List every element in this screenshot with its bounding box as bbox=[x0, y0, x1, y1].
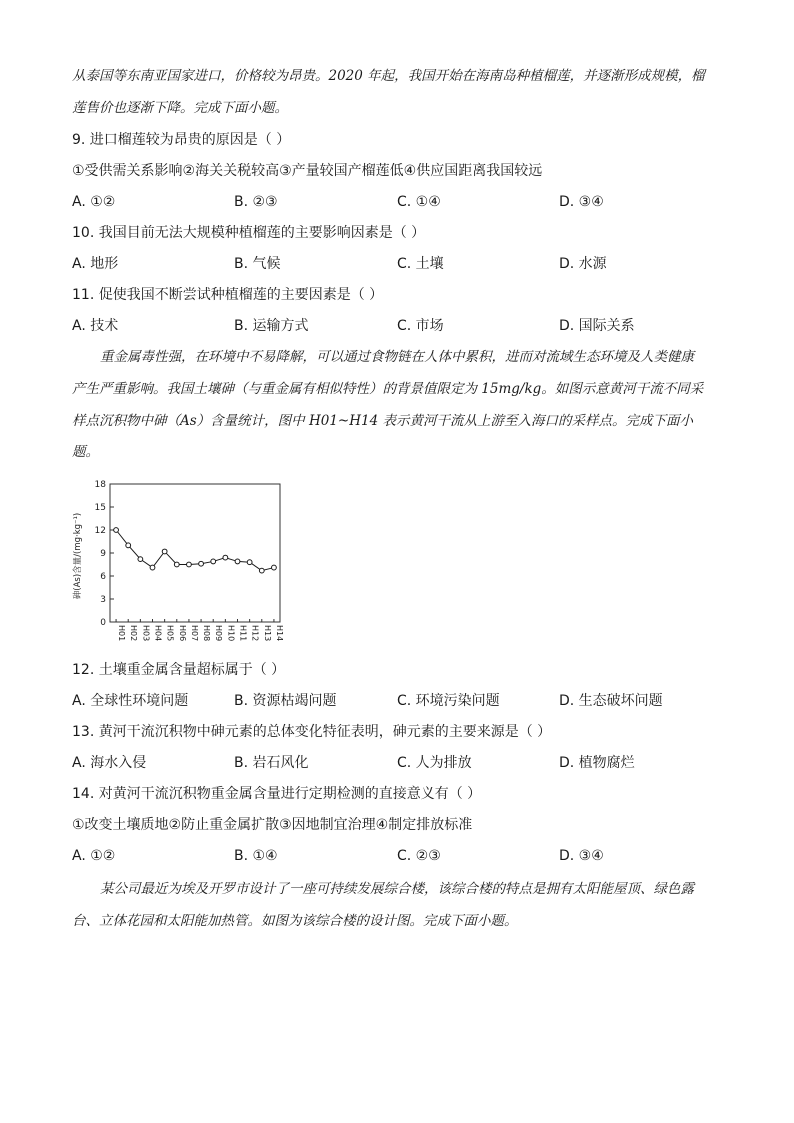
q11-option-c[interactable]: C. 市场 bbox=[397, 318, 444, 334]
q9-option-b[interactable]: B. ②③ bbox=[234, 194, 278, 210]
x-tick-label: H14 bbox=[274, 625, 284, 642]
q11-option-b[interactable]: B. 运输方式 bbox=[234, 318, 309, 334]
question-10-stem: 10. 我国目前无法大规模种植榴莲的主要影响因素是（ ） bbox=[72, 225, 426, 241]
x-tick-label: H13 bbox=[262, 625, 272, 642]
data-point-h02 bbox=[126, 543, 131, 548]
passage3-line1: 某公司最近为埃及开罗市设计了一座可持续发展综合楼，该综合楼的特点是拥有太阳能屋顶、绿色露 bbox=[100, 881, 694, 897]
x-tick-label: H03 bbox=[141, 625, 151, 642]
data-point-h09 bbox=[211, 559, 216, 564]
q13-option-d[interactable]: D. 植物腐烂 bbox=[559, 755, 635, 771]
data-point-h14 bbox=[272, 565, 277, 570]
q12-option-c[interactable]: C. 环境污染问题 bbox=[397, 693, 500, 709]
q9-option-a[interactable]: A. ①② bbox=[72, 194, 116, 210]
x-tick-label: H02 bbox=[129, 625, 139, 642]
data-point-h04 bbox=[150, 565, 155, 570]
q11-option-d[interactable]: D. 国际关系 bbox=[559, 318, 635, 334]
data-point-h01 bbox=[114, 528, 119, 533]
x-tick-label: H08 bbox=[202, 625, 212, 642]
question-14-statements: ①改变土壤质地②防止重金属扩散③因地制宜治理④制定排放标准 bbox=[72, 817, 473, 833]
x-tick-label: H11 bbox=[238, 625, 248, 642]
q9-option-d[interactable]: D. ③④ bbox=[559, 194, 604, 210]
x-tick-label: H04 bbox=[153, 625, 163, 642]
q10-option-c[interactable]: C. 土壤 bbox=[397, 256, 444, 272]
passage3-line2: 台、立体花园和太阳能加热管。如图为该综合楼的设计图。完成下面小题。 bbox=[72, 913, 518, 929]
x-tick-label: H06 bbox=[177, 625, 187, 642]
y-tick-label: 12 bbox=[94, 526, 106, 536]
data-point-h05 bbox=[162, 549, 167, 554]
passage2-line1: 重金属毒性强，在环境中不易降解，可以通过食物链在人体中累积，进而对流域生态环境及人类健康 bbox=[100, 349, 694, 365]
x-tick-label: H12 bbox=[250, 625, 260, 642]
y-tick-label: 6 bbox=[100, 572, 106, 582]
q10-option-b[interactable]: B. 气候 bbox=[234, 256, 281, 272]
passage2-line3: 样点沉积物中砷（As）含量统计，图中 H01~H14 表示黄河干流从上游至入海口的采样点。完成下面小 bbox=[72, 413, 693, 429]
x-tick-label: H09 bbox=[214, 625, 224, 642]
y-tick-label: 9 bbox=[100, 549, 106, 559]
passage1-line2: 莲售价也逐渐下降。完成下面小题。 bbox=[72, 100, 288, 116]
data-point-h07 bbox=[187, 562, 192, 567]
data-point-h06 bbox=[174, 562, 179, 567]
q10-option-d[interactable]: D. 水源 bbox=[559, 256, 607, 272]
q13-option-b[interactable]: B. 岩石风化 bbox=[234, 755, 309, 771]
arsenic-content-chart bbox=[72, 474, 292, 650]
q10-option-a[interactable]: A. 地形 bbox=[72, 256, 119, 272]
question-13-stem: 13. 黄河干流沉积物中砷元素的总体变化特征表明，砷元素的主要来源是（ ） bbox=[72, 724, 552, 740]
data-point-h11 bbox=[235, 559, 240, 564]
data-point-h13 bbox=[259, 568, 264, 573]
q13-option-c[interactable]: C. 人为排放 bbox=[397, 755, 472, 771]
q12-option-a[interactable]: A. 全球性环境问题 bbox=[72, 693, 189, 709]
q12-option-d[interactable]: D. 生态破坏问题 bbox=[559, 693, 663, 709]
question-14-stem: 14. 对黄河干流沉积物重金属含量进行定期检测的直接意义有（ ） bbox=[72, 786, 482, 802]
q12-option-b[interactable]: B. 资源枯竭问题 bbox=[234, 693, 337, 709]
passage1-line1: 从泰国等东南亚国家进口，价格较为昂贵。2020 年起，我国开始在海南岛种植榴莲，并逐渐形成规模，榴 bbox=[72, 68, 705, 84]
q14-option-c[interactable]: C. ②③ bbox=[397, 848, 441, 864]
x-tick-label: H05 bbox=[165, 625, 175, 642]
question-9-stem: 9. 进口榴莲较为昂贵的原因是（ ） bbox=[72, 132, 291, 148]
y-tick-label: 18 bbox=[94, 480, 106, 490]
data-point-h08 bbox=[199, 561, 204, 566]
chart-y-axis-label: 砷(As)含量/(mg·kg⁻¹) bbox=[73, 512, 83, 600]
y-tick-label: 0 bbox=[100, 618, 106, 628]
q13-option-a[interactable]: A. 海水入侵 bbox=[72, 755, 147, 771]
q11-option-a[interactable]: A. 技术 bbox=[72, 318, 119, 334]
q14-option-a[interactable]: A. ①② bbox=[72, 848, 116, 864]
y-tick-label: 3 bbox=[100, 595, 106, 605]
question-12-stem: 12. 土壤重金属含量超标属于（ ） bbox=[72, 662, 286, 678]
data-point-h10 bbox=[223, 555, 228, 560]
question-9-statements: ①受供需关系影响②海关关税较高③产量较国产榴莲低④供应国距离我国较远 bbox=[72, 163, 543, 179]
x-tick-label: H07 bbox=[189, 625, 199, 642]
x-tick-label: H10 bbox=[226, 625, 236, 642]
data-point-h03 bbox=[138, 557, 143, 562]
q14-option-b[interactable]: B. ①④ bbox=[234, 848, 278, 864]
passage2-line2: 产生严重影响。我国土壤砷（与重金属有相似特性）的背景值限定为 15mg/kg。如图示意黄河干流不同采 bbox=[72, 381, 704, 397]
q9-option-c[interactable]: C. ①④ bbox=[397, 194, 441, 210]
data-point-h12 bbox=[247, 560, 252, 565]
x-tick-label: H01 bbox=[117, 625, 127, 642]
question-11-stem: 11. 促使我国不断尝试种植榴莲的主要因素是（ ） bbox=[72, 287, 384, 303]
passage2-line4: 题。 bbox=[72, 444, 99, 460]
y-tick-label: 15 bbox=[94, 503, 106, 513]
q14-option-d[interactable]: D. ③④ bbox=[559, 848, 604, 864]
